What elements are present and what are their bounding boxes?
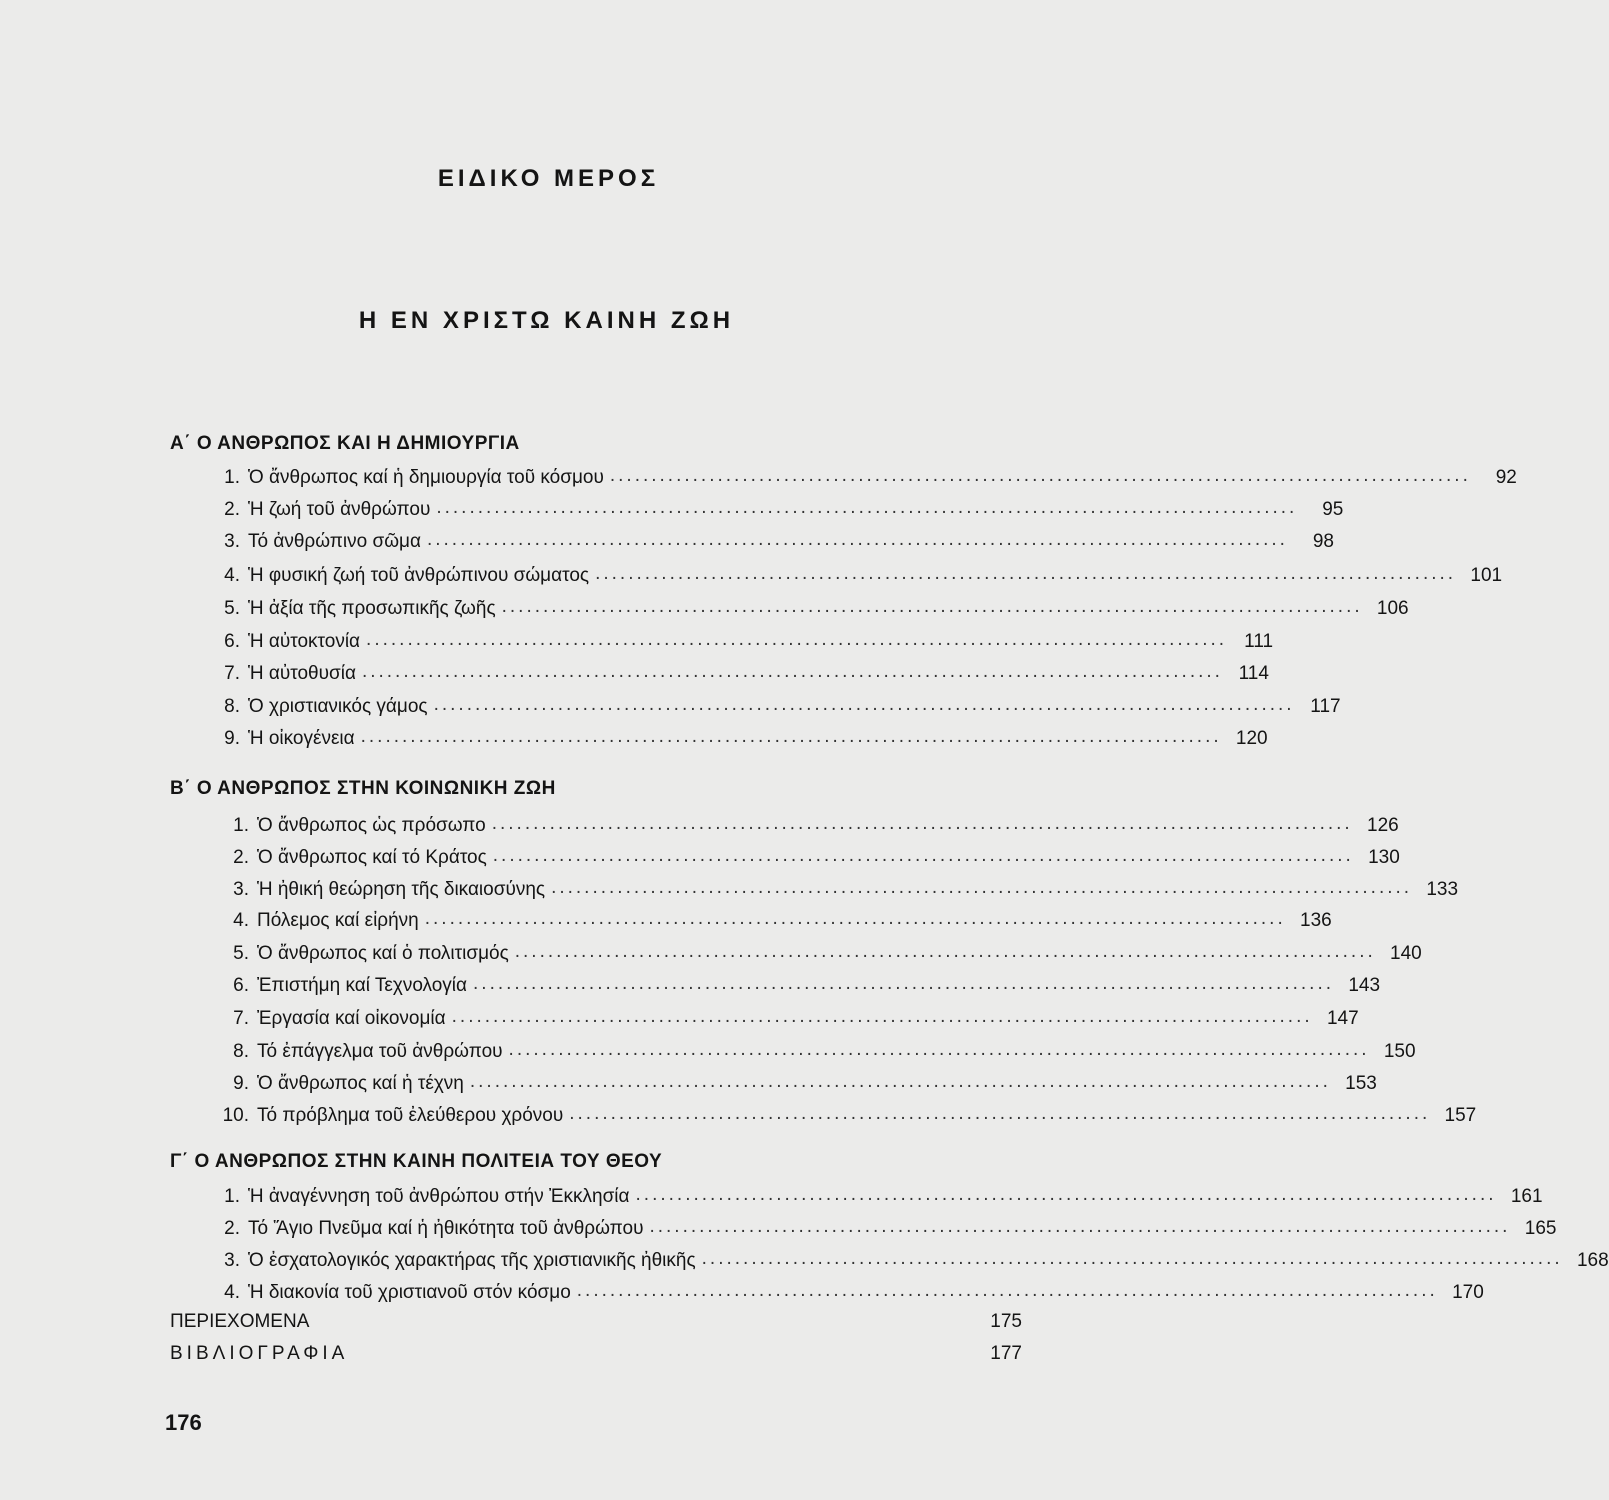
entry-title: Ἡ φυσική ζωή τοῦ ἀνθρώπινου σώματος bbox=[248, 565, 590, 586]
toc-entry: 3. Ἡ ἠθική θεώρηση τῆς δικαιοσύνης ........................................................................................................ 133 bbox=[233, 877, 1459, 900]
dot-leader: ........................................................................................................ bbox=[433, 694, 1295, 715]
toc-entry: 3. Τό ἀνθρώπινο σῶμα ........................................................................................................ 98 bbox=[224, 529, 1334, 552]
entry-title: Ἡ ζωή τοῦ ἀνθρώπου bbox=[248, 499, 431, 520]
dot-leader: ........................................................................................................ bbox=[469, 1071, 1331, 1092]
entry-title: Ὁ ἄνθρωπος καί ὁ πολιτισμός bbox=[257, 943, 509, 964]
entry-title: Ἡ διακονία τοῦ χριστιανοῦ στόν κόσμο bbox=[248, 1282, 571, 1303]
entry-page: 153 bbox=[1345, 1073, 1377, 1094]
entry-title: Ἡ αὐτοκτονία bbox=[248, 631, 361, 652]
entry-page: 98 bbox=[1312, 531, 1334, 552]
entry-title: Τό ἀνθρώπινο σῶμα bbox=[248, 531, 421, 552]
dot-leader: ........................................................................................................ bbox=[424, 908, 1286, 929]
toc-entry: 5. Ὁ ἄνθρωπος καί ὁ πολιτισμός ........................................................................................................ 140 bbox=[233, 941, 1422, 964]
toc-entry: 8. Ὁ χριστιανικός γάμος ........................................................................................................ 117 bbox=[224, 694, 1341, 717]
dot-leader: ........................................................................................................ bbox=[492, 845, 1354, 866]
dot-leader: ........................................................................................................ bbox=[551, 877, 1413, 898]
dot-leader: ........................................................................................................ bbox=[473, 973, 1335, 994]
section-heading-c: Γ΄ Ο ΑΝΘΡΩΠΟΣ ΣΤΗΝ ΚΑΙΝΗ ΠΟΛΙΤΕΙΑ ΤΟΥ ΘΕΟΥ bbox=[170, 1151, 663, 1172]
entry-title: Ὁ ἄνθρωπος καί ἡ δημιουργία τοῦ κόσμου bbox=[248, 467, 604, 488]
dot-leader: ........................................................................................................ bbox=[635, 1184, 1497, 1205]
toc-entry: 1. Ὁ ἄνθρωπος καί ἡ δημιουργία τοῦ κόσμου ........................................................................................................ 92 bbox=[224, 465, 1517, 488]
entry-page: 101 bbox=[1470, 565, 1503, 586]
entry-page: 165 bbox=[1524, 1218, 1557, 1239]
toc-entry: 7. Ἐργασία καί οἰκονομία ........................................................................................................ 147 bbox=[233, 1006, 1359, 1029]
dot-leader: ........................................................................................................ bbox=[501, 596, 1363, 617]
entry-page: 136 bbox=[1300, 910, 1332, 931]
dot-leader: ........................................................................................................ bbox=[569, 1103, 1431, 1124]
entry-title: Ἡ αὐτοθυσία bbox=[248, 663, 356, 684]
dot-leader: ........................................................................................................ bbox=[508, 1039, 1370, 1060]
entry-page: 92 bbox=[1495, 467, 1517, 488]
toc-entry: 10. Τό πρόβλημα τοῦ ἐλεύθερου χρόνου ........................................................................................................ 157 bbox=[222, 1103, 1477, 1126]
toc-entry: 2. Ὁ ἄνθρωπος καί τό Κράτος ........................................................................................................ 130 bbox=[233, 845, 1400, 868]
dot-leader: ........................................................................................................ bbox=[609, 465, 1471, 486]
entry-page: 95 bbox=[1322, 499, 1344, 520]
entry-title: Ὁ ἄνθρωπος καί τό Κράτος bbox=[257, 847, 487, 868]
entry-page: 177 bbox=[990, 1343, 1022, 1364]
dot-leader: ........................................................................................................ bbox=[361, 661, 1223, 682]
entry-title: Ἐργασία καί οἰκονομία bbox=[257, 1008, 446, 1029]
toc-entry: 5. Ἡ ἀξία τῆς προσωπικῆς ζωῆς ........................................................................................................ 106 bbox=[224, 596, 1409, 619]
toc-entry: 9. Ἡ οἰκογένεια ........................................................................................................ 120 bbox=[224, 726, 1268, 749]
page-number: 176 bbox=[165, 1410, 202, 1435]
entry-page: 140 bbox=[1390, 943, 1422, 964]
back-matter-contents bbox=[170, 1311, 1022, 1333]
dot-leader: ........................................................................................................ bbox=[576, 1280, 1438, 1301]
entry-page: 150 bbox=[1383, 1041, 1416, 1062]
entry-page: 114 bbox=[1238, 663, 1269, 684]
entry-title: ΠΕΡΙΕΧΟΜΕΝΑ bbox=[170, 1311, 310, 1332]
dot-leader: ........................................................................................................ bbox=[360, 726, 1222, 747]
entry-page: 106 bbox=[1376, 598, 1409, 619]
entry-title: ΒΙΒΛΙΟΓΡΑΦΙΑ bbox=[170, 1343, 349, 1364]
toc-entry: 4. Ἡ διακονία τοῦ χριστιανοῦ στόν κόσμο ........................................................................................................ 170 bbox=[224, 1280, 1484, 1303]
entry-title: Ὁ ἐσχατολογικός χαρακτήρας τῆς χριστιανικῆς ἠθικῆς bbox=[248, 1250, 696, 1271]
dot-leader: ........................................................................................................ bbox=[595, 563, 1457, 584]
entry-page: 170 bbox=[1452, 1282, 1484, 1303]
toc-entry: 1. Ὁ ἄνθρωπος ὡς πρόσωπο ........................................................................................................ 126 bbox=[233, 813, 1399, 836]
back-matter-bibliography bbox=[170, 1343, 1022, 1365]
entry-page: 133 bbox=[1426, 879, 1459, 900]
entry-page: 120 bbox=[1235, 728, 1268, 749]
toc-entry: 3. Ὁ ἐσχατολογικός χαρακτήρας τῆς χριστιανικῆς ἠθικῆς ........................................................................................................ 168 bbox=[224, 1248, 1609, 1271]
entry-page: 143 bbox=[1348, 975, 1381, 996]
entry-title: Πόλεμος καί εἰρήνη bbox=[257, 910, 419, 931]
entry-page: 117 bbox=[1310, 696, 1341, 717]
toc-entry: 6. Ἡ αὐτοκτονία ........................................................................................................ 111 bbox=[224, 629, 1274, 652]
toc-entry: 4. Ἡ φυσική ζωή τοῦ ἀνθρώπινου σώματος ........................................................................................................ 101 bbox=[224, 563, 1503, 586]
entry-title: Ὁ ἄνθρωπος ὡς πρόσωπο bbox=[257, 815, 486, 836]
section-heading-b: Β΄ Ο ΑΝΘΡΩΠΟΣ ΣΤΗΝ ΚΟΙΝΩΝΙΚΗ ΖΩΗ bbox=[170, 778, 556, 799]
entry-page: 147 bbox=[1326, 1008, 1359, 1029]
entry-page: 161 bbox=[1510, 1186, 1543, 1207]
toc-entry: 9. Ὁ ἄνθρωπος καί ἡ τέχνη ........................................................................................................ 153 bbox=[233, 1071, 1377, 1094]
entry-page: 111 bbox=[1244, 631, 1274, 652]
entry-title: Ἡ ἀναγέννηση τοῦ ἀνθρώπου στήν Ἐκκλησία bbox=[248, 1186, 630, 1207]
dot-leader: ........................................................................................................ bbox=[491, 813, 1353, 834]
toc-entry: 2. Ἡ ζωή τοῦ ἀνθρώπου ........................................................................................................ 95 bbox=[224, 497, 1344, 520]
entry-title: Ἐπιστήμη καί Τεχνολογία bbox=[257, 975, 468, 996]
toc-entry: 4. Πόλεμος καί εἰρήνη ........................................................................................................ 136 bbox=[233, 908, 1332, 931]
dot-leader: ........................................................................................................ bbox=[649, 1216, 1511, 1237]
dot-leader: ........................................................................................................ bbox=[426, 529, 1288, 550]
dot-leader: ........................................................................................................ bbox=[701, 1248, 1563, 1269]
entry-title: Ὁ ἄνθρωπος καί ἡ τέχνη bbox=[257, 1073, 464, 1094]
entry-title: Τό ἐπάγγελμα τοῦ ἀνθρώπου bbox=[257, 1041, 503, 1062]
entry-title: Ὁ χριστιανικός γάμος bbox=[248, 696, 428, 717]
toc-entry: 2. Τό Ἅγιο Πνεῦμα καί ἡ ἠθικότητα τοῦ ἀνθρώπου ........................................................................................................ 165 bbox=[224, 1216, 1557, 1239]
part-title: ΕΙΔΙΚΟ ΜΕΡΟΣ bbox=[437, 165, 660, 192]
section-heading-a: Α΄ Ο ΑΝΘΡΩΠΟΣ ΚΑΙ Η ΔΗΜΙΟΥΡΓΙΑ bbox=[170, 433, 520, 454]
entry-page: 130 bbox=[1368, 847, 1400, 868]
toc-entry: 7. Ἡ αὐτοθυσία ........................................................................................................ 114 bbox=[224, 661, 1269, 684]
toc-entry: 1. Ἡ ἀναγέννηση τοῦ ἀνθρώπου στήν Ἐκκλησία ........................................................................................................ 161 bbox=[224, 1184, 1543, 1207]
entry-title: Τό πρόβλημα τοῦ ἐλεύθερου χρόνου bbox=[257, 1105, 564, 1126]
entry-page: 157 bbox=[1444, 1105, 1477, 1126]
entry-page: 126 bbox=[1367, 815, 1399, 836]
entry-title: Τό Ἅγιο Πνεῦμα καί ἡ ἠθικότητα τοῦ ἀνθρώπου bbox=[248, 1218, 644, 1239]
dot-leader: ........................................................................................................ bbox=[514, 941, 1376, 962]
toc-entry: 6. Ἐπιστήμη καί Τεχνολογία ........................................................................................................ 143 bbox=[233, 973, 1381, 996]
dot-leader: ........................................................................................................ bbox=[451, 1006, 1313, 1027]
entry-page: 175 bbox=[990, 1311, 1022, 1332]
dot-leader: ........................................................................................................ bbox=[436, 497, 1298, 518]
entry-title: Ἡ ἠθική θεώρηση τῆς δικαιοσύνης bbox=[257, 879, 546, 900]
toc-entry: 8. Τό ἐπάγγελμα τοῦ ἀνθρώπου ........................................................................................................ 150 bbox=[233, 1039, 1416, 1062]
entry-page: 168 bbox=[1576, 1250, 1609, 1271]
subtitle: Η ΕΝ ΧΡΙΣΤΩ ΚΑΙΝΗ ΖΩΗ bbox=[358, 307, 735, 334]
dot-leader: ........................................................................................................ bbox=[366, 629, 1228, 650]
entry-title: Ἡ οἰκογένεια bbox=[248, 728, 355, 749]
entry-title: Ἡ ἀξία τῆς προσωπικῆς ζωῆς bbox=[248, 598, 496, 619]
